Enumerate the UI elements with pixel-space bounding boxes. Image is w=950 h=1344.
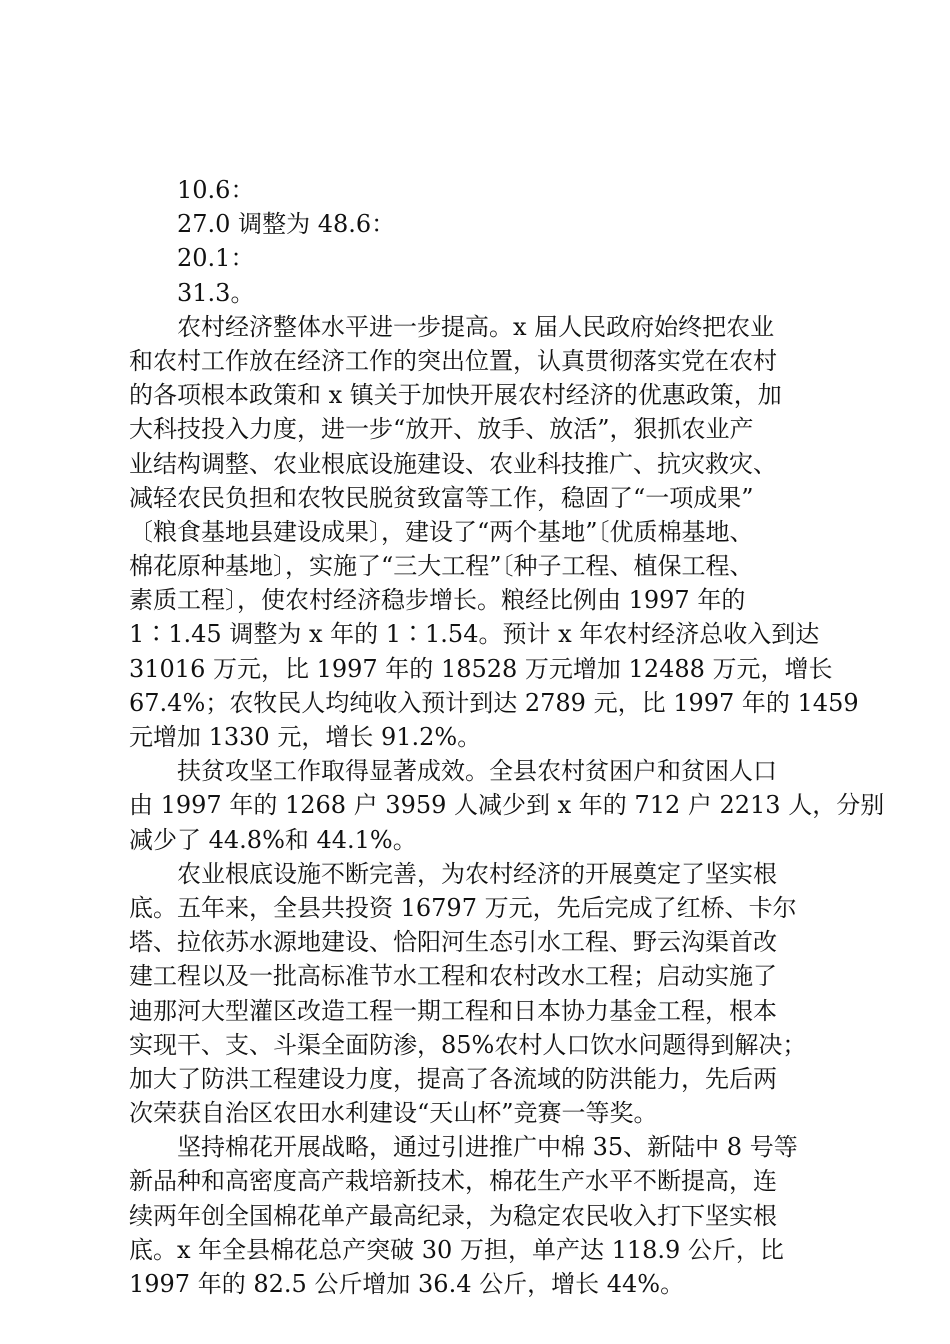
ratio-line-4: 31.3。 xyxy=(177,278,255,307)
text-line: 实现干、支、斗渠全面防渗，85%农村人口饮水问题得到解决； xyxy=(129,1030,807,1059)
text-line: 减轻农民负担和农牧民脱贫致富等工作，稳固了“一项成果” xyxy=(129,483,754,512)
ratio-line-3: 20.1： xyxy=(177,244,255,273)
text-line: 农村经济整体水平进一步提高。x 届人民政府始终把农业 xyxy=(177,312,775,341)
text-line: 业结构调整、农业根底设施建设、农业科技推广、抗灾救灾、 xyxy=(129,449,777,478)
text-line: 农业根底设施不断完善，为农村经济的开展奠定了坚实根 xyxy=(177,859,777,888)
text-line: 建工程以及一批高标准节水工程和农村改水工程；启动实施了 xyxy=(129,962,777,991)
text-line: 大科技投入力度，进一步“放开、放手、放活”，狠抓农业产 xyxy=(129,415,754,444)
text-line: 〔粮食基地县建设成果〕，建设了“两个基地”〔优质棉基地、 xyxy=(129,517,754,546)
paragraph-infrastructure xyxy=(129,857,829,1131)
text-line: 31016 万元，比 1997 年的 18528 万元增加 12488 万元，增长 xyxy=(129,654,833,683)
text-line: 1997 年的 82.5 公斤增加 36.4 公斤，增长 44%。 xyxy=(129,1270,685,1298)
text-line: 素质工程〕，使农村经济稳步增长。粮经比例由 1997 年的 xyxy=(129,586,746,615)
ratio-line-2: 27.0 调整为 48.6： xyxy=(177,210,396,239)
text-line: 减少了 44.8%和 44.1%。 xyxy=(129,825,417,854)
text-line: 棉花原种基地〕，实施了“三大工程”〔种子工程、植保工程、 xyxy=(129,552,754,581)
text-line: 的各项根本政策和 x 镇关于加快开展农村经济的优惠政策，加 xyxy=(129,381,782,410)
text-line: 底。x 年全县棉花总产突破 30 万担，单产达 118.9 公斤，比 xyxy=(129,1235,784,1264)
text-line: 扶贫攻坚工作取得显著成效。全县农村贫困户和贫困人口 xyxy=(177,757,777,786)
text-line: 元增加 1330 元，增长 91.2%。 xyxy=(129,723,482,751)
text-line: 1∶1.45 调整为 x 年的 1∶1.54。预计 x 年农村经济总收入到达 xyxy=(129,620,820,649)
text-line: 和农村工作放在经济工作的突出位置，认真贯彻落实党在农村 xyxy=(129,346,777,375)
text-line: 底。五年来，全县共投资 16797 万元，先后完成了红桥、卡尔 xyxy=(129,893,797,922)
paragraph-poverty-alleviation xyxy=(129,754,885,857)
paragraph-cotton-strategy xyxy=(129,1130,829,1301)
text-line: 由 1997 年的 1268 户 3959 人减少到 x 年的 712 户 2213 人，分别 xyxy=(129,791,885,820)
text-line: 迪那河大型灌区改造工程一期工程和日本协力基金工程，根本 xyxy=(129,996,777,1025)
text-line: 续两年创全国棉花单产最高纪录，为稳定农民收入打下坚实根 xyxy=(129,1201,777,1230)
text-line: 塔、拉依苏水源地建设、恰阳河生态引水工程、野云沟渠首改 xyxy=(129,928,777,957)
text-line: 加大了防洪工程建设力度，提高了各流域的防洪能力，先后两 xyxy=(129,1064,777,1093)
text-line: 67.4%；农牧民人均纯收入预计到达 2789 元，比 1997 年的 1459 xyxy=(129,688,859,717)
text-line: 次荣获自治区农田水利建设“天山杯”竞赛一等奖。 xyxy=(129,1099,658,1128)
paragraph-rural-economy xyxy=(129,310,859,754)
ratio-line-1: 10.6： xyxy=(177,176,255,204)
document-body xyxy=(129,173,885,1301)
text-line: 坚持棉花开展战略，通过引进推广中棉 35、新陆中 8 号等 xyxy=(177,1133,798,1162)
text-line: 新品种和高密度高产栽培新技术，棉花生产水平不断提高，连 xyxy=(129,1167,777,1196)
